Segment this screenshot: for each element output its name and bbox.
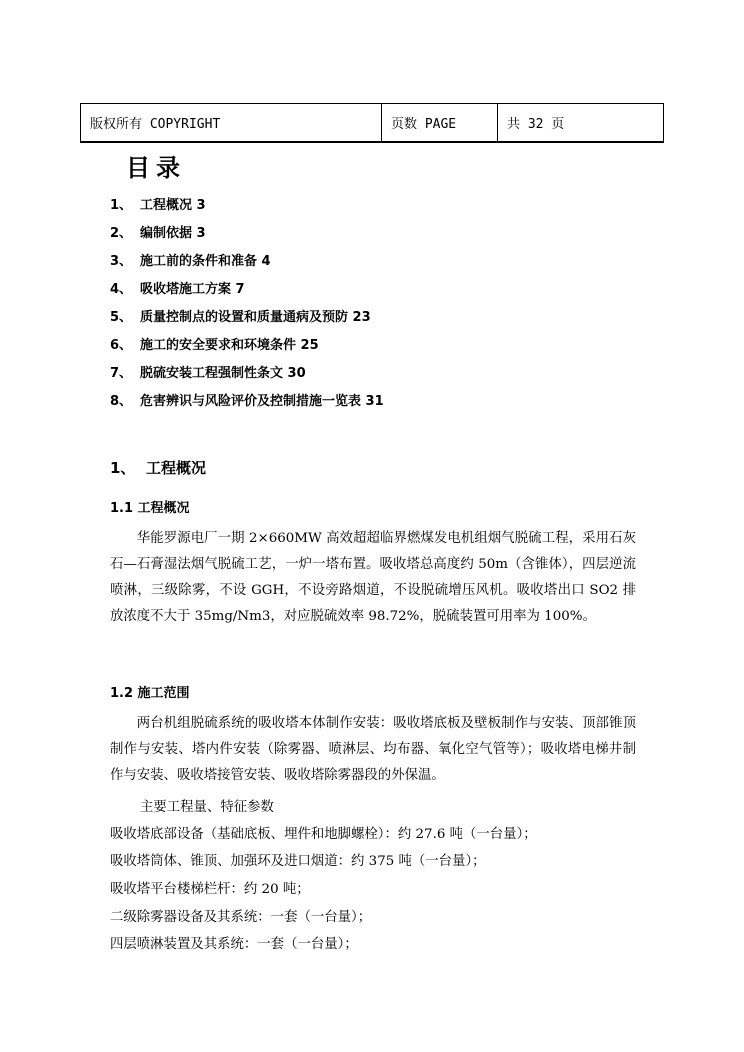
header-table — [80, 103, 664, 143]
quantity-line: 二级除雾器设备及其系统：一套（一台量）； — [110, 910, 372, 925]
toc-item[interactable]: 2、 编制依据 3 — [110, 226, 206, 241]
paragraph-1-1: 华能罗源电厂一期 2×660MW 高效超超临界燃煤发电机组烟气脱硫工程，采用石灰石—石膏湿法烟气脱硫工艺，一炉一塔布置。吸收塔总高度约 50m（含锥体），四层逆流喷淋，三级除雾，不设 GGH，不设旁路烟道，不设脱硫增压风机。吸收塔出口 SO2 排放浓度不大于 35mg/Nm3，对应脱硫效率 98.72%，脱硫装置可用率为 100%。 — [110, 531, 636, 624]
toc-item[interactable]: 8、 危害辨识与风险评价及控制措施一览表 31 — [110, 394, 384, 409]
quantities-heading: 主要工程量、特征参数 — [140, 800, 274, 815]
section-heading: 1、 工程概况 — [110, 459, 207, 477]
toc-item[interactable]: 4、 吸收塔施工方案 7 — [110, 282, 245, 297]
toc-title: 目录 — [126, 154, 186, 182]
paragraph-1-2: 两台机组脱硫系统的吸收塔本体制作安装：吸收塔底板及壁板制作与安装、顶部锥顶制作与安装、塔内件安装（除雾器、喷淋层、均布器、氧化空气管等）；吸收塔电梯井制作与安装、吸收塔接管安装、吸收塔除雾器段的外保温。 — [110, 716, 636, 783]
subsection-heading-1-2: 1.2 施工范围 — [110, 686, 190, 701]
toc-item[interactable]: 3、 施工前的条件和准备 4 — [110, 254, 271, 269]
toc-list — [110, 196, 384, 420]
toc-item[interactable]: 7、 脱硫安装工程强制性条文 30 — [110, 366, 306, 381]
toc-item[interactable]: 1、 工程概况 3 — [110, 198, 206, 213]
page-cell: 页数 PAGE — [382, 104, 498, 143]
quantity-line: 吸收塔底部设备（基础底板、埋件和地脚螺栓）：约 27.6 吨（一台量）； — [110, 827, 537, 842]
toc-item[interactable]: 6、 施工的安全要求和环境条件 25 — [110, 338, 319, 353]
copyright-cell: 版权所有 COPYRIGHT — [81, 104, 382, 143]
subsection-heading-1-1: 1.1 工程概况 — [110, 501, 190, 516]
quantity-line: 吸收塔平台楼梯栏杆：约 20 吨； — [110, 882, 310, 897]
quantity-line: 吸收塔筒体、锥顶、加强环及进口烟道：约 375 吨（一台量）； — [110, 854, 486, 869]
toc-item[interactable]: 5、 质量控制点的设置和质量通病及预防 23 — [110, 310, 371, 325]
total-pages-cell: 共 32 页 — [498, 104, 664, 143]
quantity-line: 四层喷淋装置及其系统：一套（一台量）； — [110, 937, 358, 952]
